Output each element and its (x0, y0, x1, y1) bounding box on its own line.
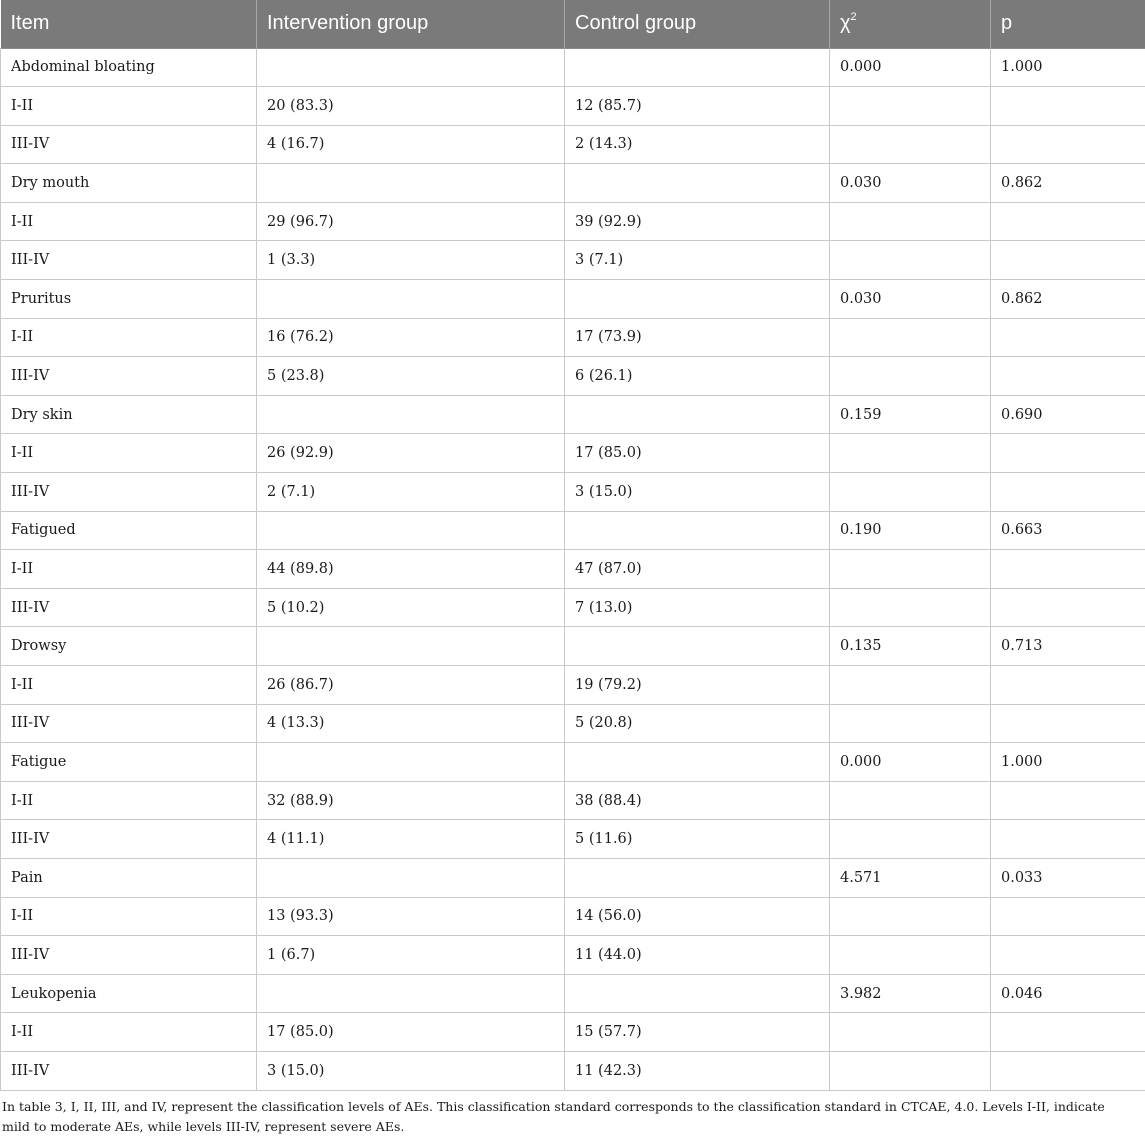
table-row (1, 897, 1145, 936)
table-body (1, 48, 1145, 1090)
cell-item: I-II (1, 318, 257, 357)
cell-chi-square (830, 357, 991, 396)
cell-chi-square (830, 241, 991, 280)
cell-item: III-IV (1, 241, 257, 280)
cell-p-value: 1.000 (991, 48, 1145, 87)
chi-symbol: χ (840, 12, 851, 34)
cell-p-value (991, 666, 1145, 705)
cell-item: I-II (1, 202, 257, 241)
cell-control-group (565, 627, 830, 666)
cell-item: Leukopenia (1, 974, 257, 1013)
cell-intervention-group: 20 (83.3) (257, 87, 565, 126)
table-row (1, 241, 1145, 280)
cell-intervention-group (257, 280, 565, 319)
cell-p-value (991, 202, 1145, 241)
cell-chi-square (830, 473, 991, 512)
cell-item: Pruritus (1, 280, 257, 319)
cell-item: Drowsy (1, 627, 257, 666)
cell-intervention-group: 1 (6.7) (257, 936, 565, 975)
cell-control-group: 17 (85.0) (565, 434, 830, 473)
table-row (1, 666, 1145, 705)
header-p-value: p (991, 0, 1145, 48)
cell-chi-square: 0.135 (830, 627, 991, 666)
cell-item: Fatigued (1, 511, 257, 550)
cell-chi-square (830, 87, 991, 126)
cell-control-group: 11 (44.0) (565, 936, 830, 975)
cell-control-group (565, 395, 830, 434)
cell-intervention-group (257, 395, 565, 434)
header-intervention-group: Intervention group (257, 0, 565, 48)
cell-p-value: 0.690 (991, 395, 1145, 434)
cell-chi-square (830, 897, 991, 936)
cell-p-value (991, 1051, 1145, 1090)
cell-control-group: 5 (20.8) (565, 704, 830, 743)
cell-p-value (991, 936, 1145, 975)
cell-control-group: 17 (73.9) (565, 318, 830, 357)
cell-p-value: 0.862 (991, 164, 1145, 203)
cell-p-value: 0.046 (991, 974, 1145, 1013)
cell-control-group: 19 (79.2) (565, 666, 830, 705)
cell-intervention-group: 32 (88.9) (257, 781, 565, 820)
table-row (1, 588, 1145, 627)
cell-p-value: 0.862 (991, 280, 1145, 319)
cell-intervention-group: 2 (7.1) (257, 473, 565, 512)
chi-superscript: 2 (851, 11, 857, 23)
cell-intervention-group: 5 (23.8) (257, 357, 565, 396)
cell-intervention-group: 44 (89.8) (257, 550, 565, 589)
cell-chi-square: 0.159 (830, 395, 991, 434)
cell-control-group: 15 (57.7) (565, 1013, 830, 1052)
cell-control-group (565, 743, 830, 782)
cell-item: I-II (1, 897, 257, 936)
cell-item: III-IV (1, 588, 257, 627)
cell-p-value (991, 550, 1145, 589)
cell-chi-square: 4.571 (830, 858, 991, 897)
cell-chi-square (830, 125, 991, 164)
table-row (1, 704, 1145, 743)
table-row (1, 87, 1145, 126)
cell-control-group (565, 164, 830, 203)
table-group-row (1, 511, 1145, 550)
cell-item: I-II (1, 666, 257, 705)
header-control-group: Control group (565, 0, 830, 48)
cell-control-group (565, 48, 830, 87)
table-row (1, 357, 1145, 396)
cell-item: I-II (1, 434, 257, 473)
table-row (1, 936, 1145, 975)
cell-control-group: 11 (42.3) (565, 1051, 830, 1090)
cell-intervention-group: 4 (13.3) (257, 704, 565, 743)
cell-intervention-group: 4 (16.7) (257, 125, 565, 164)
cell-chi-square (830, 820, 991, 859)
cell-item: Abdominal bloating (1, 48, 257, 87)
cell-control-group (565, 511, 830, 550)
cell-chi-square (830, 704, 991, 743)
table-footnote: In table 3, I, II, III, and IV, represent the classification levels of AEs. This classification standard corresponds to the classification standard in CTCAE, 4.0. Levels I-II, indicate mild to moderate AEs, while levels III-IV, represent severe AEs. (0, 1091, 1145, 1137)
cell-p-value (991, 820, 1145, 859)
table-row (1, 318, 1145, 357)
table-header (1, 0, 1145, 48)
cell-item: I-II (1, 1013, 257, 1052)
cell-p-value: 1.000 (991, 743, 1145, 782)
cell-chi-square (830, 588, 991, 627)
cell-intervention-group: 5 (10.2) (257, 588, 565, 627)
table-group-row (1, 858, 1145, 897)
cell-p-value (991, 357, 1145, 396)
cell-chi-square (830, 1051, 991, 1090)
cell-intervention-group: 29 (96.7) (257, 202, 565, 241)
cell-chi-square: 0.030 (830, 164, 991, 203)
cell-intervention-group: 13 (93.3) (257, 897, 565, 936)
cell-item: Pain (1, 858, 257, 897)
cell-intervention-group: 3 (15.0) (257, 1051, 565, 1090)
cell-chi-square (830, 550, 991, 589)
cell-chi-square (830, 781, 991, 820)
cell-item: I-II (1, 550, 257, 589)
cell-item: Dry mouth (1, 164, 257, 203)
cell-intervention-group (257, 974, 565, 1013)
cell-chi-square (830, 434, 991, 473)
cell-control-group: 7 (13.0) (565, 588, 830, 627)
table-row (1, 820, 1145, 859)
table-row (1, 781, 1145, 820)
table-group-row (1, 48, 1145, 87)
header-chi-square (830, 0, 991, 48)
table-group-row (1, 395, 1145, 434)
table-row (1, 1013, 1145, 1052)
cell-control-group: 12 (85.7) (565, 87, 830, 126)
cell-item: I-II (1, 87, 257, 126)
cell-intervention-group (257, 627, 565, 666)
header-row (1, 0, 1145, 48)
cell-intervention-group (257, 858, 565, 897)
cell-p-value (991, 781, 1145, 820)
table-row (1, 434, 1145, 473)
cell-item: III-IV (1, 820, 257, 859)
cell-p-value (991, 897, 1145, 936)
cell-chi-square (830, 202, 991, 241)
cell-intervention-group: 4 (11.1) (257, 820, 565, 859)
cell-item: Fatigue (1, 743, 257, 782)
table-group-row (1, 627, 1145, 666)
cell-p-value: 0.713 (991, 627, 1145, 666)
cell-item: III-IV (1, 473, 257, 512)
cell-control-group: 6 (26.1) (565, 357, 830, 396)
table-row (1, 1051, 1145, 1090)
cell-item: Dry skin (1, 395, 257, 434)
cell-control-group: 5 (11.6) (565, 820, 830, 859)
cell-p-value (991, 434, 1145, 473)
cell-control-group: 14 (56.0) (565, 897, 830, 936)
cell-intervention-group: 16 (76.2) (257, 318, 565, 357)
cell-item: III-IV (1, 704, 257, 743)
cell-chi-square (830, 936, 991, 975)
cell-intervention-group (257, 48, 565, 87)
cell-chi-square: 0.000 (830, 48, 991, 87)
cell-item: III-IV (1, 125, 257, 164)
cell-control-group: 3 (15.0) (565, 473, 830, 512)
cell-chi-square (830, 1013, 991, 1052)
cell-item: III-IV (1, 357, 257, 396)
cell-p-value (991, 473, 1145, 512)
cell-p-value: 0.033 (991, 858, 1145, 897)
cell-item: III-IV (1, 936, 257, 975)
cell-chi-square (830, 318, 991, 357)
cell-intervention-group: 17 (85.0) (257, 1013, 565, 1052)
cell-intervention-group: 26 (92.9) (257, 434, 565, 473)
cell-p-value (991, 241, 1145, 280)
table-group-row (1, 743, 1145, 782)
cell-control-group (565, 974, 830, 1013)
cell-p-value (991, 1013, 1145, 1052)
table-row (1, 550, 1145, 589)
cell-item: I-II (1, 781, 257, 820)
cell-control-group: 39 (92.9) (565, 202, 830, 241)
cell-intervention-group: 26 (86.7) (257, 666, 565, 705)
cell-chi-square: 0.190 (830, 511, 991, 550)
cell-chi-square: 3.982 (830, 974, 991, 1013)
table-group-row (1, 974, 1145, 1013)
table-group-row (1, 164, 1145, 203)
table-row (1, 202, 1145, 241)
cell-intervention-group (257, 164, 565, 203)
table-group-row (1, 280, 1145, 319)
cell-chi-square (830, 666, 991, 705)
cell-p-value (991, 704, 1145, 743)
cell-intervention-group: 1 (3.3) (257, 241, 565, 280)
cell-control-group: 2 (14.3) (565, 125, 830, 164)
table-row (1, 473, 1145, 512)
cell-chi-square: 0.000 (830, 743, 991, 782)
cell-p-value: 0.663 (991, 511, 1145, 550)
cell-chi-square: 0.030 (830, 280, 991, 319)
cell-control-group: 47 (87.0) (565, 550, 830, 589)
cell-intervention-group (257, 511, 565, 550)
cell-intervention-group (257, 743, 565, 782)
cell-control-group: 38 (88.4) (565, 781, 830, 820)
cell-item: III-IV (1, 1051, 257, 1090)
header-item: Item (1, 0, 257, 48)
cell-p-value (991, 588, 1145, 627)
cell-control-group (565, 280, 830, 319)
cell-control-group: 3 (7.1) (565, 241, 830, 280)
cell-p-value (991, 125, 1145, 164)
table-row (1, 125, 1145, 164)
cell-p-value (991, 87, 1145, 126)
cell-control-group (565, 858, 830, 897)
cell-p-value (991, 318, 1145, 357)
